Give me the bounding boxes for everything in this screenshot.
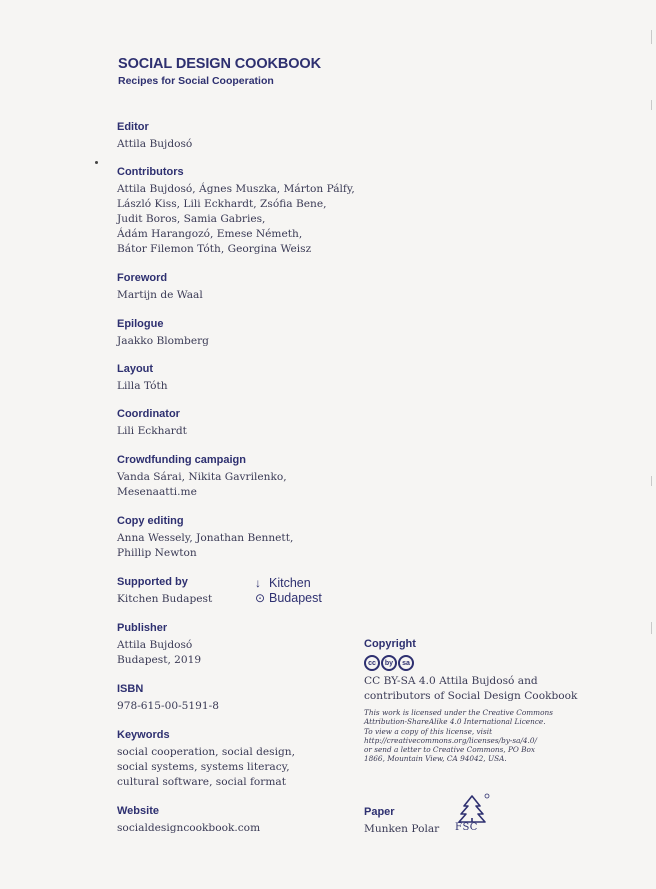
license-note-line: http://creativecommons.org/licenses/by-sa/4.0/ — [364, 735, 537, 745]
epilogue-name: Jaakko Blomberg — [117, 335, 209, 347]
layout-label: Layout — [117, 363, 154, 375]
isbn-label: ISBN — [117, 683, 144, 695]
paper-label: Paper — [364, 806, 395, 818]
epilogue-label: Epilogue — [117, 318, 164, 330]
keywords-section — [117, 729, 357, 790]
copyright-line: CC BY-SA 4.0 Attila Bujdosó and — [364, 675, 538, 687]
copyright-label: Copyright — [364, 638, 416, 650]
foreword-section — [117, 272, 357, 303]
supporter-name: Kitchen Budapest — [117, 593, 213, 605]
sa-icon: sa — [398, 655, 414, 671]
foreword-name: Martijn de Waal — [117, 289, 203, 301]
kitchen-budapest-logo — [255, 576, 322, 606]
edge-mark — [651, 100, 652, 110]
epilogue-section — [117, 318, 357, 349]
logo-word-kitchen: Kitchen — [269, 576, 311, 590]
cc-icon: cc — [364, 655, 380, 671]
edge-mark — [651, 622, 652, 634]
publisher-line: Budapest, 2019 — [117, 654, 202, 666]
crowdfunding-section — [117, 454, 357, 500]
website-url: socialdesigncookbook.com — [117, 822, 261, 834]
keywords-label: Keywords — [117, 729, 170, 741]
by-icon: by — [381, 655, 397, 671]
isbn-number: 978-615-00-5191-8 — [117, 700, 219, 712]
speck — [95, 161, 98, 164]
contributors-line: Attila Bujdosó, Ágnes Muszka, Márton Pálfy, — [117, 183, 355, 195]
coordinator-section — [117, 408, 357, 439]
coordinator-name: Lili Eckhardt — [117, 425, 187, 437]
license-note-line: or send a letter to Creative Commons, PO Box — [364, 745, 536, 755]
layout-section — [117, 363, 357, 394]
copy-editing-section — [117, 515, 357, 561]
crowdfunding-line: Mesenaatti.me — [117, 486, 197, 498]
contributors-section — [117, 166, 357, 257]
foreword-label: Foreword — [117, 272, 168, 284]
contributors-label: Contributors — [117, 166, 184, 178]
license-note-line: This work is licensed under the Creative Commons — [364, 708, 553, 717]
supported-by-label: Supported by — [117, 576, 188, 588]
copyright-line: contributors of Social Design Cookbook — [364, 690, 578, 702]
contributors-line: László Kiss, Lili Eckhardt, Zsófia Bene, — [117, 198, 327, 210]
publisher-line: Attila Bujdosó — [117, 639, 193, 651]
layout-name: Lilla Tóth — [117, 380, 168, 392]
contributors-line: Bátor Filemon Tóth, Georgina Weisz — [117, 243, 312, 255]
fsc-logo-text: FSC — [455, 822, 478, 833]
contributors-line: Judit Boros, Samia Gabries, — [117, 213, 266, 225]
publisher-section — [117, 622, 357, 668]
circle-dot-icon: ⊙ — [255, 591, 266, 605]
license-note-line: 1866, Mountain View, CA 94042, USA. — [364, 754, 507, 764]
crowdfunding-line: Vanda Sárai, Nikita Gavrilenko, — [117, 471, 287, 483]
isbn-section — [117, 683, 357, 714]
contributors-line: Ádám Harangozó, Emese Németh, — [117, 228, 303, 240]
keywords-line: social cooperation, social design, — [117, 746, 295, 758]
edge-mark — [651, 30, 652, 44]
editor-label: Editor — [117, 121, 149, 133]
copy-editing-line: Anna Wessely, Jonathan Bennett, — [117, 532, 294, 544]
publisher-label: Publisher — [117, 622, 168, 634]
crowdfunding-label: Crowdfunding campaign — [117, 454, 246, 466]
book-subtitle: Recipes for Social Cooperation — [118, 75, 274, 87]
coordinator-label: Coordinator — [117, 408, 180, 420]
keywords-line: social systems, systems literacy, — [117, 761, 290, 773]
license-note-line: To view a copy of this license, visit — [364, 726, 492, 736]
edge-mark — [651, 476, 652, 486]
book-title: SOCIAL DESIGN COOKBOOK — [118, 56, 321, 72]
keywords-line: cultural software, social format — [117, 776, 286, 788]
down-arrow-icon: ↓ — [255, 576, 261, 590]
cc-license-icons — [364, 655, 584, 671]
copy-editing-line: Phillip Newton — [117, 547, 197, 559]
copy-editing-label: Copy editing — [117, 515, 184, 527]
paper-name: Munken Polar — [364, 823, 440, 835]
logo-word-budapest: Budapest — [269, 591, 322, 605]
copyright-section — [364, 638, 584, 764]
website-label: Website — [117, 805, 159, 817]
editor-name: Attila Bujdosó — [117, 138, 193, 150]
license-note-line: Attribution-ShareAlike 4.0 International Licence. — [364, 717, 546, 727]
website-section — [117, 805, 357, 836]
editor-section — [117, 121, 357, 152]
license-note — [364, 708, 584, 764]
